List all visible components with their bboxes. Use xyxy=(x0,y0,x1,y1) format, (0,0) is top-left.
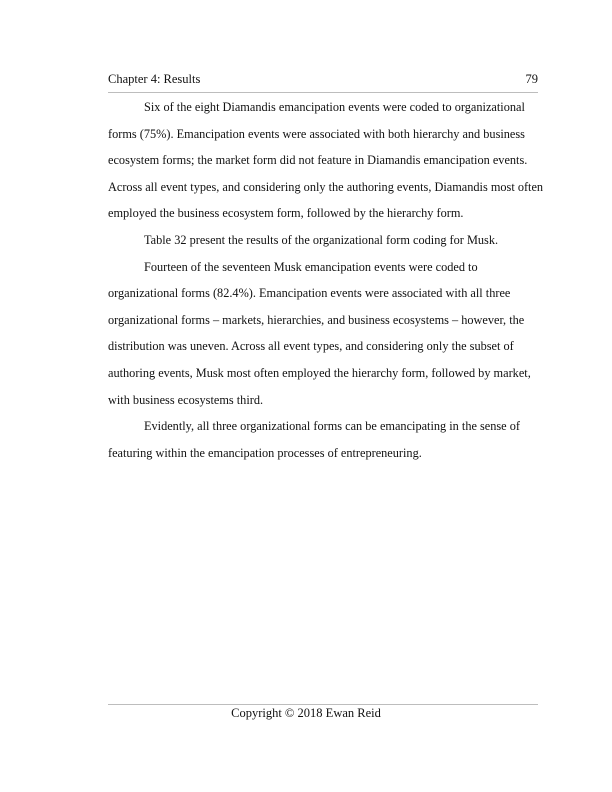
text-line: forms (75%). Emancipation events were associated with both hierarchy and business xyxy=(108,126,525,141)
text-line: ecosystem forms; the market form did not feature in Diamandis emancipation events. xyxy=(108,153,528,168)
text-line: Across all event types, and considering only the authoring events, Diamandis most often xyxy=(108,179,544,194)
text-line: employed the business ecosystem form, followed by the hierarchy form. xyxy=(108,206,464,221)
text-line: Six of the eight Diamandis emancipation events were coded to organizational xyxy=(144,100,525,114)
chapter-header: Chapter 4: Results xyxy=(108,72,201,86)
footer-rule xyxy=(108,704,538,705)
text-line: featuring within the emancipation processes of entrepreneuring. xyxy=(108,445,422,460)
text-line: distribution was uneven. Across all event types, and considering only the subset of xyxy=(108,339,514,354)
copyright-footer: Copyright © 2018 Ewan Reid xyxy=(231,706,381,720)
page-number: 79 xyxy=(525,72,538,86)
text-line: organizational forms (82.4%). Emancipation events were associated with all three xyxy=(108,286,511,301)
text-line: organizational forms – markets, hierarchies, and business ecosystems – however, the xyxy=(108,312,525,327)
body-text xyxy=(108,98,544,470)
text-line: with business ecosystems third. xyxy=(108,392,264,407)
header-rule xyxy=(108,92,538,93)
text-line: Fourteen of the seventeen Musk emancipation events were coded to xyxy=(144,259,478,274)
text-line: Evidently, all three organizational forms can be emancipating in the sense of xyxy=(144,419,520,434)
text-line: authoring events, Musk most often employed the hierarchy form, followed by market, xyxy=(108,365,531,380)
text-line: Table 32 present the results of the organizational form coding for Musk. xyxy=(144,232,499,247)
